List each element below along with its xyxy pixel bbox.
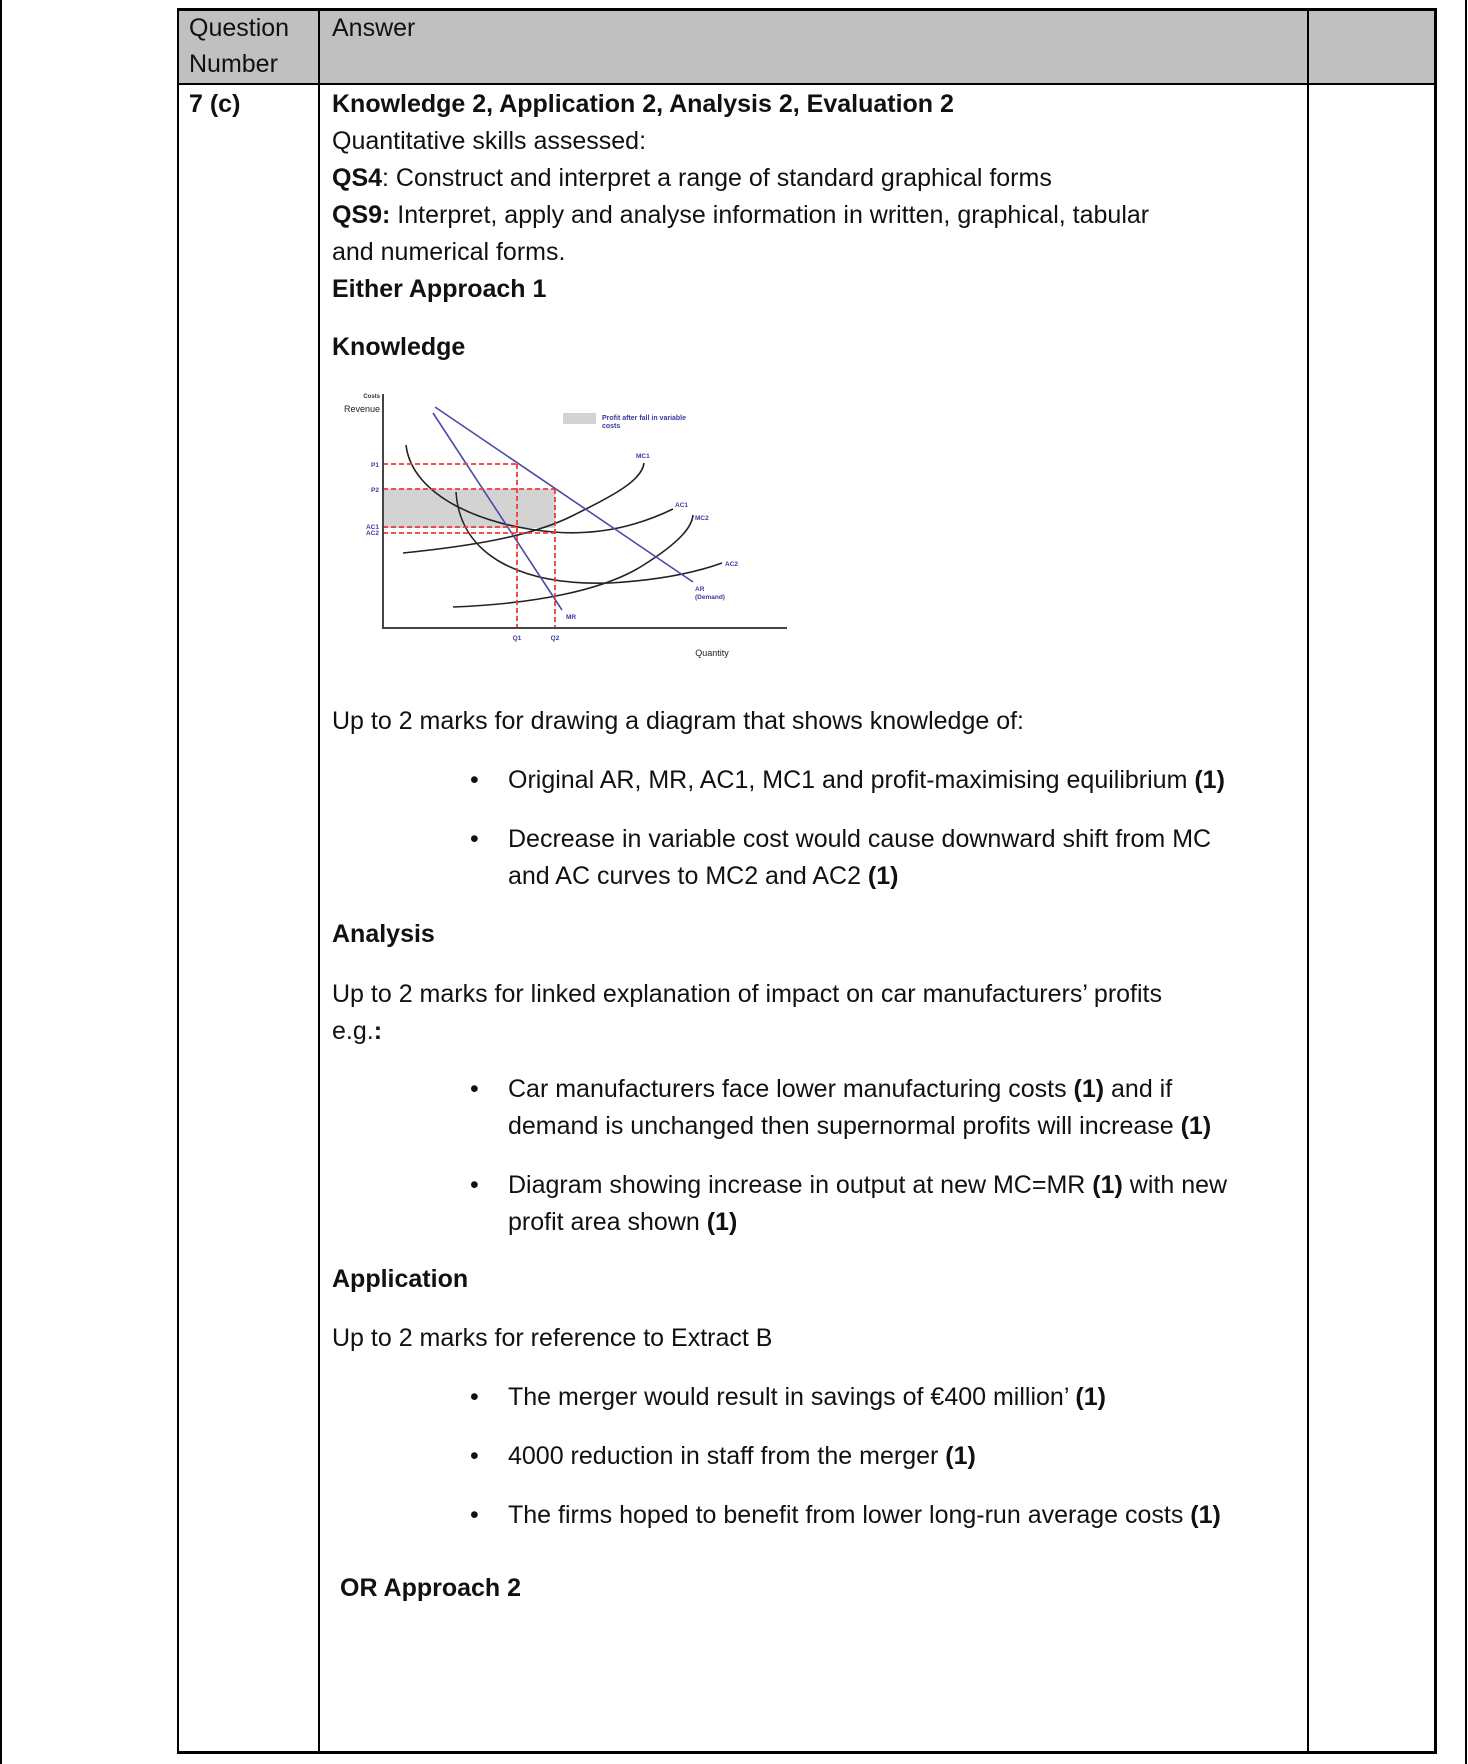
header-answer: Answer	[332, 14, 416, 42]
header-question-word: Question	[189, 14, 290, 42]
x-axis-label: Quantity	[695, 648, 729, 658]
label-mc2: MC2	[695, 515, 709, 522]
approach2-heading: OR Approach 2	[340, 1574, 522, 1602]
page-border-left	[0, 0, 2, 1764]
analysis-heading: Analysis	[332, 920, 435, 948]
legend-text-2: costs	[602, 423, 621, 430]
qs4-line	[332, 160, 1052, 197]
qs4-label: QS4	[332, 164, 383, 192]
y-axis-label-costs: Costs	[363, 394, 380, 400]
bullet-icon: •	[470, 1383, 479, 1411]
question-number: 7 (c)	[189, 90, 241, 118]
table-left-border	[177, 8, 179, 1754]
label-ac1-axis: AC1	[365, 524, 379, 531]
qs4-text: : Construct and interpret a range of standard graphical forms	[382, 164, 1052, 192]
table-right-border	[1434, 8, 1437, 1754]
qs-intro: Quantitative skills assessed:	[332, 127, 647, 155]
label-p2: P2	[371, 487, 379, 494]
qs9-text: Interpret, apply and analyse information in written, graphical, tabular	[390, 201, 1150, 229]
label-mc1: MC1	[636, 453, 650, 460]
bullet-icon: •	[470, 1075, 479, 1103]
bullet-icon: •	[470, 1171, 479, 1199]
guide-lines	[383, 464, 555, 628]
marks-summary: Knowledge 2, Application 2, Analysis 2, Evaluation 2	[332, 90, 954, 118]
analysis-intro-continued: e.g.:	[332, 1017, 383, 1045]
profit-area	[383, 489, 555, 528]
label-q1: Q1	[512, 635, 522, 642]
application-intro: Up to 2 marks for reference to Extract B	[332, 1324, 773, 1352]
legend-text-1: Profit after fall in variable	[602, 415, 687, 422]
label-ar: AR	[695, 586, 705, 593]
knowledge-heading: Knowledge	[332, 333, 466, 361]
column-divider-2	[1307, 8, 1309, 1754]
mark-scheme-table: Question Number Answer 7 (c) Knowledge 2, Application 2, Analysis 2, Evaluation 2 Quantitative skills assessed: QS4: Construct and interpret a range of standard graphical forms QS9: Interpret, apply and analyse information in written, graphical, tabular and numerical forms. Either Approach 1 Knowledge Profit after fall in variable costs Costs Revenue Quantity P1 P2 AC1 AC2 Q1 Q2 MC1 AC1 MC2 AC2 MR AR (Demand) Up to 2 marks for drawing a diagram that shows knowledge of: • Original AR, MR, AC1, MC1 and profit-maximising equilibrium (1) • Decrease in variable cost would cause downward shift from MC and AC curves to MC2 and AC2 (1) Analysis Up to 2 marks for linked explanation of impact on car manufacturers’ profits e.g.: • Car manufacturers face lower manufacturing costs (1) and if demand is unchanged then supernormal profits will increase (1) • Diagram showing increase in output at new MC=MR (1) with new profit area shown (1) Application Up to 2 marks for reference to Extract B • The merger would result in savings of €400 million’ (1) • 4000 reduction in staff from the merger (1) • The firms hoped to benefit from lower long-run average costs (1) OR Approach 2	[177, 8, 1437, 1754]
approach1-heading: Either Approach 1	[332, 275, 547, 303]
qs9-line	[332, 197, 1149, 234]
y-axis-label-revenue: Revenue	[343, 404, 380, 414]
knowledge-intro: Up to 2 marks for drawing a diagram that shows knowledge of:	[332, 707, 1025, 735]
table-bottom-border	[177, 1751, 1437, 1754]
label-q2: Q2	[550, 635, 560, 642]
label-ac2: AC2	[725, 561, 739, 568]
column-divider-1	[318, 8, 320, 1754]
label-p1: P1	[371, 462, 379, 469]
header-number-word: Number	[189, 50, 278, 78]
qs9-text-continued: and numerical forms.	[332, 238, 566, 266]
qs9-label: QS9:	[332, 201, 391, 229]
application-heading: Application	[332, 1265, 469, 1293]
label-mr: MR	[566, 614, 577, 621]
legend-swatch	[563, 413, 596, 424]
diagram-svg	[332, 386, 812, 676]
label-demand: (Demand)	[695, 594, 725, 601]
bullet-icon: •	[470, 1501, 479, 1529]
page-border-right	[1465, 0, 1467, 1764]
analysis-intro: Up to 2 marks for linked explanation of impact on car manufacturers’ profits	[332, 980, 1163, 1008]
header-bottom-border	[177, 83, 1437, 85]
bullet-icon: •	[470, 1442, 479, 1470]
label-ac1: AC1	[675, 502, 689, 509]
header-question-number	[189, 10, 289, 82]
bullet-icon: •	[470, 766, 479, 794]
mc2-curve	[453, 515, 693, 607]
label-ac2-axis: AC2	[365, 530, 379, 537]
bullet-icon: •	[470, 825, 479, 853]
